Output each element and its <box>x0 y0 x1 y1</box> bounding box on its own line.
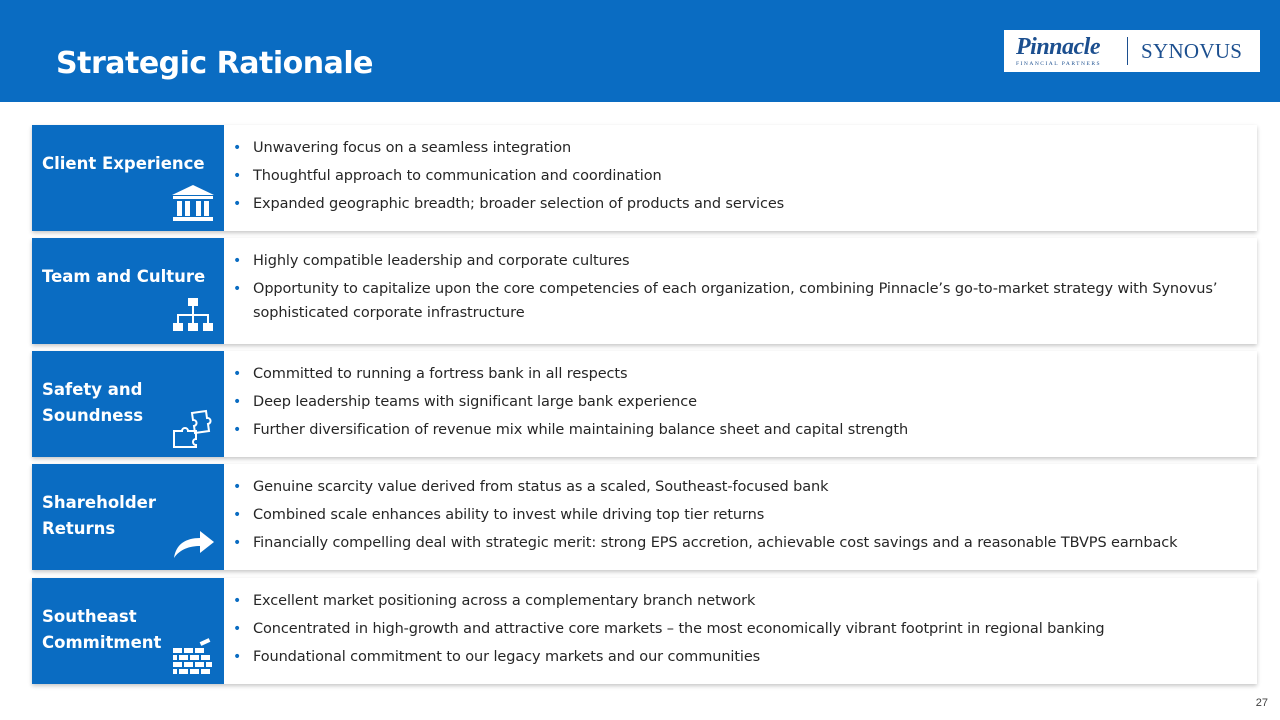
bullet-item: • Opportunity to capitalize upon the core competencies of each organization, combining Pinnacle’s go-to-market strategy with Synovus’ sophisticated corporate infrastructure <box>233 281 1218 321</box>
bullet-list <box>232 362 1232 446</box>
row-label-panel <box>32 125 224 231</box>
bullet-item: • Genuine scarcity value derived from status as a scaled, Southeast-focused bank <box>233 479 829 495</box>
header-bar <box>0 0 1280 102</box>
rationale-row-team-and-culture <box>32 238 1257 344</box>
row-label: Team and Culture <box>42 267 206 286</box>
brick-wall-icon <box>170 636 216 676</box>
bullet-item: • Excellent market positioning across a complementary branch network <box>233 593 756 609</box>
bullet-item: • Concentrated in high-growth and attractive core markets – the most economically vibrant footprint in regional banking <box>233 621 1105 637</box>
logo-divider <box>1127 37 1128 65</box>
rationale-row-southeast-commitment <box>32 578 1257 684</box>
rationale-row-safety-and-soundness <box>32 351 1257 457</box>
bullet-item: • Financially compelling deal with strategic merit: strong EPS accretion, achievable cost savings and a reasonable TBVPS earnback <box>233 535 1178 551</box>
rationale-row-shareholder-returns <box>32 464 1257 570</box>
bullet-list <box>232 475 1232 559</box>
row-label: Client Experience <box>42 154 205 173</box>
row-label-panel <box>32 578 224 684</box>
row-label: Shareholder Returns <box>42 493 156 538</box>
bullet-item: • Foundational commitment to our legacy markets and our communities <box>233 649 761 665</box>
bullet-item: • Unwavering focus on a seamless integration <box>233 140 572 156</box>
curved-arrow-icon <box>170 522 216 562</box>
bullet-list <box>232 589 1232 673</box>
bullet-list <box>232 136 1232 220</box>
page-number: 27 <box>1255 697 1268 709</box>
pinnacle-logo: Pinnacle <box>1016 34 1100 60</box>
puzzle-pieces-icon <box>170 409 216 449</box>
bullet-item: • Thoughtful approach to communication and coordination <box>233 168 662 184</box>
bullet-item: • Highly compatible leadership and corporate cultures <box>233 253 630 269</box>
row-label: Southeast Commitment <box>42 607 162 652</box>
rationale-row-client-experience <box>32 125 1257 231</box>
row-label-panel <box>32 351 224 457</box>
bullet-item: • Committed to running a fortress bank in all respects <box>233 366 628 382</box>
partner-logos <box>1004 30 1260 72</box>
org-chart-icon <box>170 296 216 336</box>
synovus-logo: SYNOVUS <box>1141 39 1243 63</box>
bank-building-icon <box>170 183 216 223</box>
bullet-item: • Combined scale enhances ability to invest while driving top tier returns <box>233 507 765 523</box>
pinnacle-logo-subtitle: FINANCIAL PARTNERS <box>1016 61 1102 67</box>
bullet-item: • Expanded geographic breadth; broader selection of products and services <box>233 196 785 212</box>
row-label-panel <box>32 464 224 570</box>
page-title: Strategic Rationale <box>56 46 373 81</box>
row-label: Safety and Soundness <box>42 380 144 425</box>
bullet-item: • Further diversification of revenue mix while maintaining balance sheet and capital strength <box>233 422 909 438</box>
row-label-panel <box>32 238 224 344</box>
bullet-list <box>232 249 1232 325</box>
bullet-item: • Deep leadership teams with significant large bank experience <box>233 394 697 410</box>
